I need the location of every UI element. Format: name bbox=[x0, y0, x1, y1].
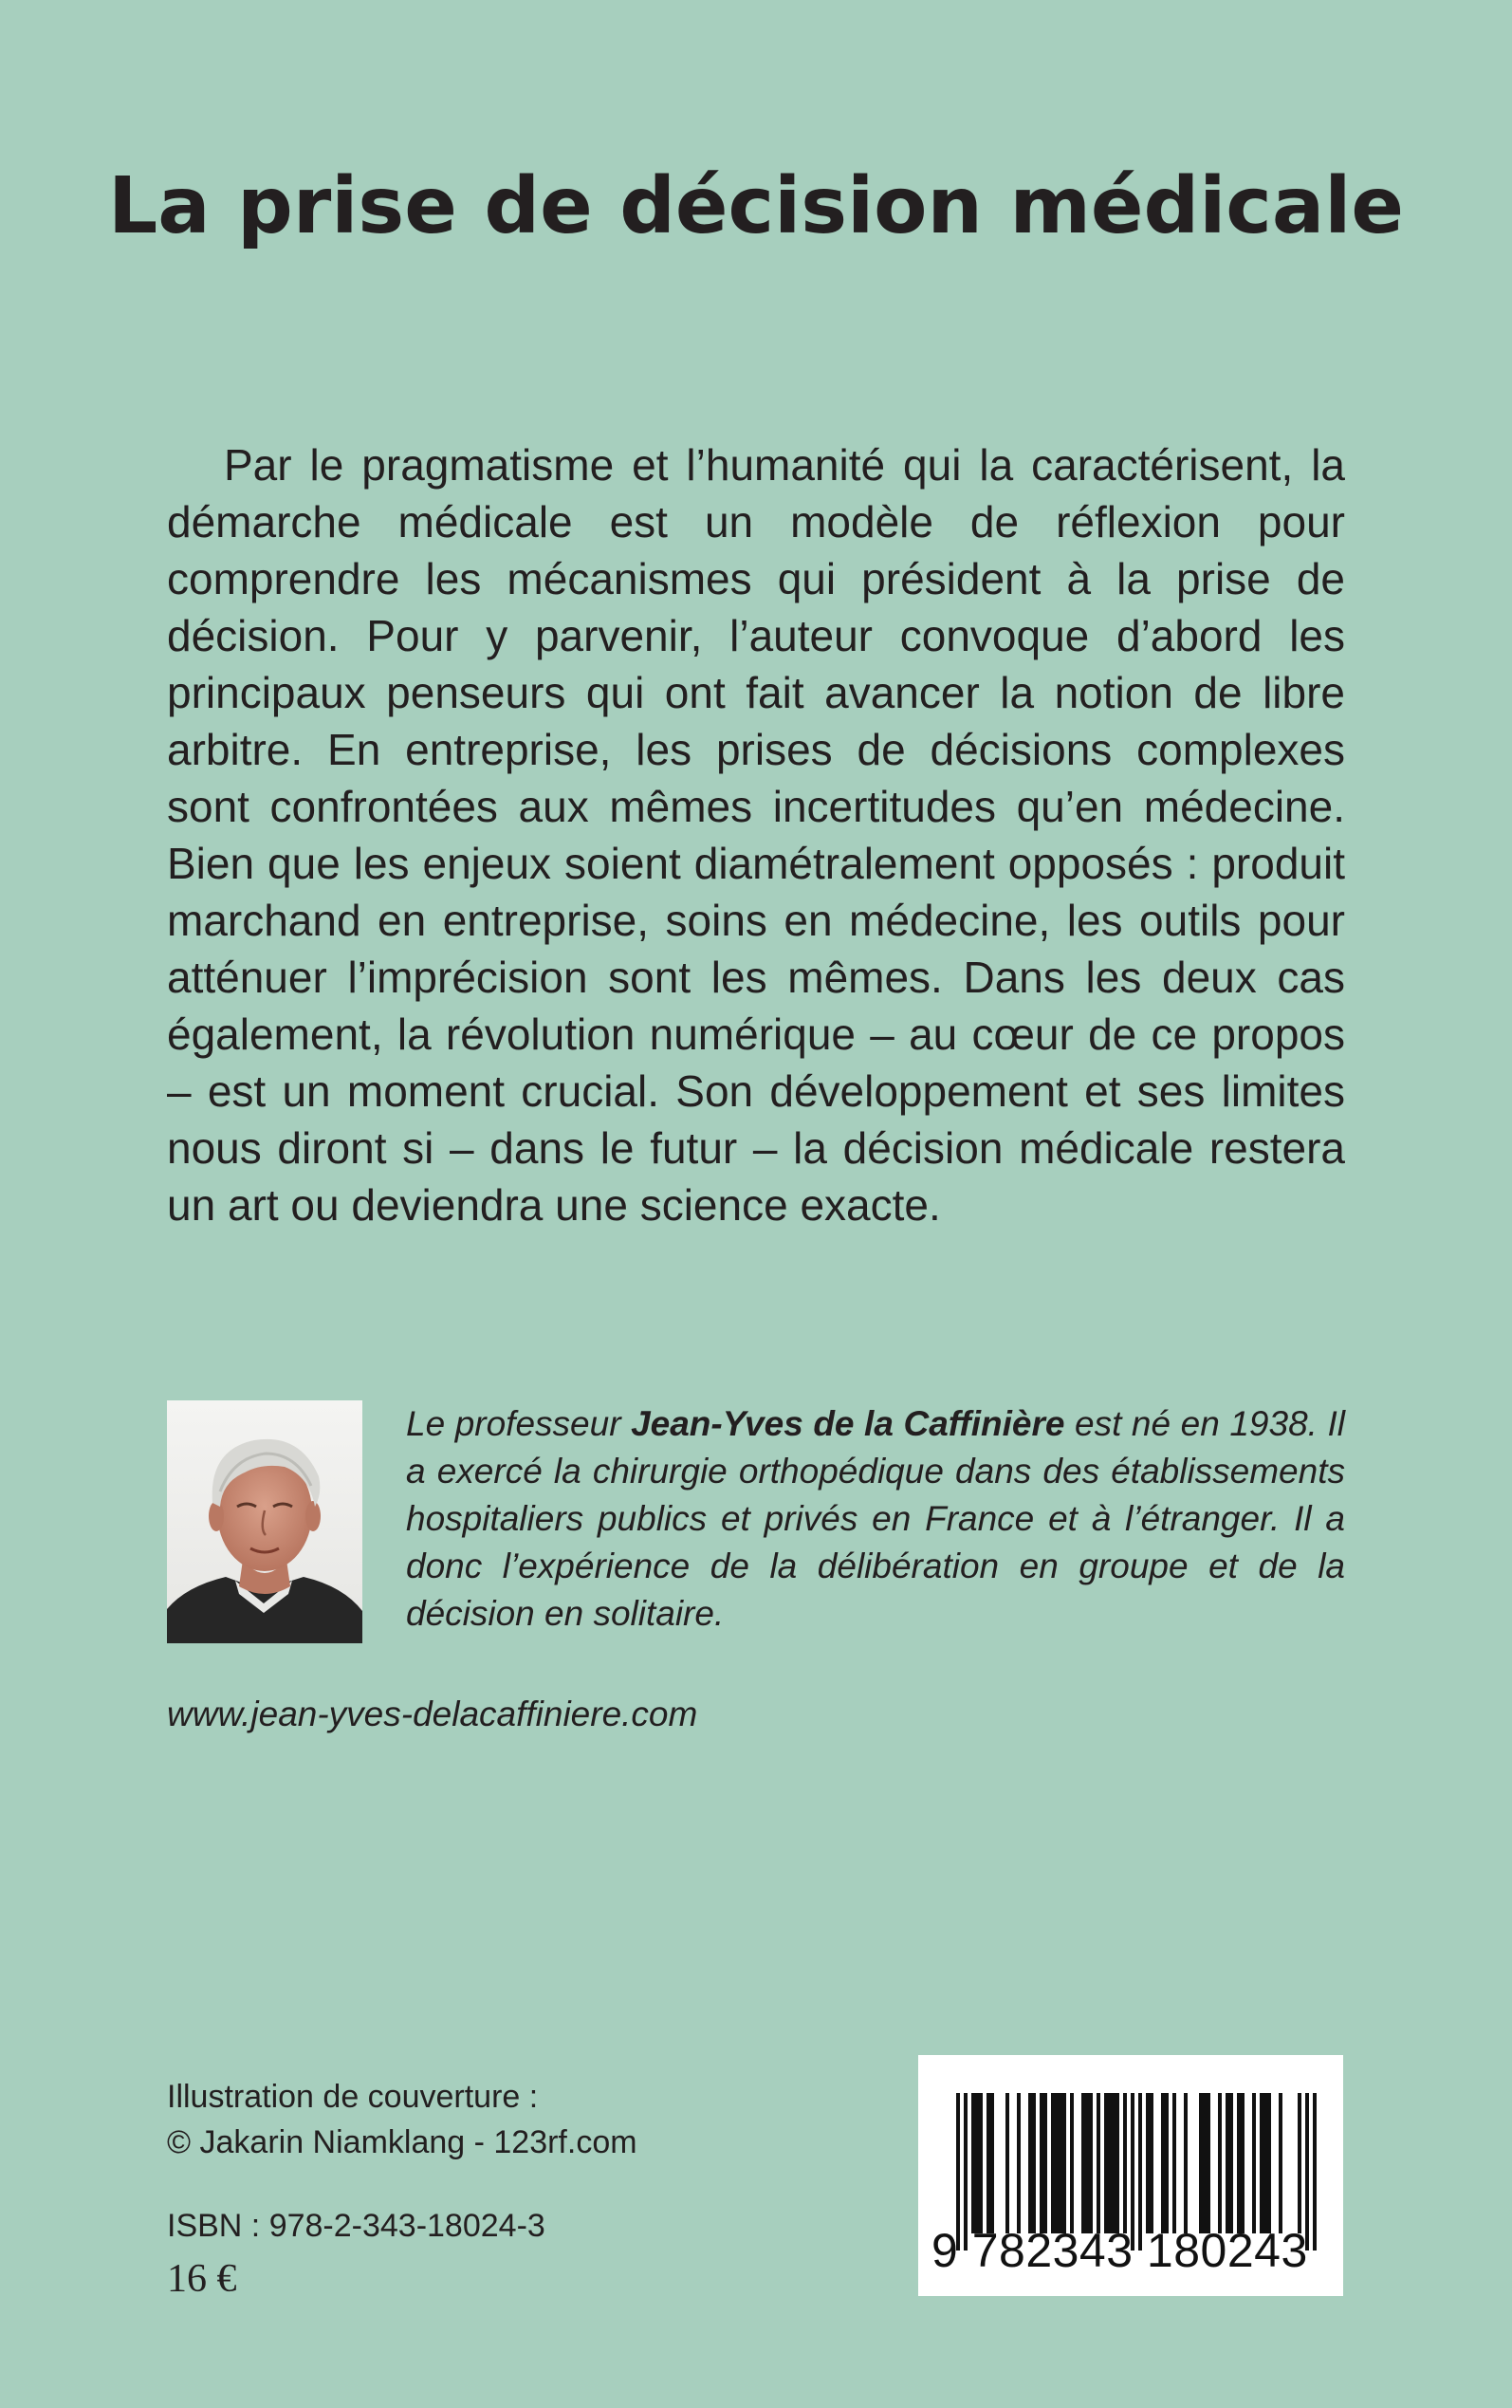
barcode-bar bbox=[1279, 2093, 1282, 2233]
barcode-digits: 9 782343 180243 bbox=[931, 2224, 1308, 2277]
barcode-bar bbox=[1150, 2093, 1153, 2233]
barcode-bar bbox=[979, 2093, 983, 2233]
barcode-bar bbox=[1260, 2093, 1263, 2233]
barcode-bar bbox=[1229, 2093, 1233, 2233]
barcode-bar bbox=[1267, 2093, 1271, 2233]
bio-text: est né en 1938. Il a exercé la chirurgie orthopédique dans des établissements hospitaliers publics et privés en France et à l’étranger. Il a donc l’expérience de la délibération en groupe et de la décision en solitaire. bbox=[406, 1404, 1345, 1633]
barcode bbox=[918, 2055, 1343, 2296]
isbn: ISBN : 978-2-343-18024-3 bbox=[167, 2208, 545, 2244]
barcode-bar bbox=[1043, 2093, 1047, 2233]
author-photo bbox=[167, 1400, 362, 1643]
barcode-bar bbox=[1055, 2093, 1059, 2233]
barcode-bar bbox=[971, 2093, 975, 2233]
barcode-bar bbox=[1085, 2093, 1089, 2233]
barcode-bar bbox=[1017, 2093, 1021, 2233]
barcode-bar bbox=[1146, 2093, 1150, 2233]
barcode-bar bbox=[1116, 2093, 1119, 2233]
barcode-bar bbox=[1112, 2093, 1116, 2233]
barcode-bar bbox=[1241, 2093, 1245, 2233]
barcode-bar bbox=[1032, 2093, 1036, 2233]
barcode-bar bbox=[1226, 2093, 1229, 2233]
credits-line-1: Illustration de couverture : bbox=[167, 2079, 539, 2115]
barcode-bar bbox=[1203, 2093, 1207, 2233]
barcode-bar bbox=[1040, 2093, 1043, 2233]
credits-line-2: © Jakarin Niamklang - 123rf.com bbox=[167, 2124, 637, 2160]
barcode-bar bbox=[1161, 2093, 1165, 2233]
author-website[interactable]: www.jean-yves-delacaffiniere.com bbox=[167, 1695, 698, 1733]
barcode-bar bbox=[1081, 2093, 1085, 2233]
barcode-bar bbox=[1218, 2093, 1222, 2233]
barcode-bar bbox=[1104, 2093, 1108, 2233]
barcode-bar bbox=[1263, 2093, 1267, 2233]
barcode-bar bbox=[1165, 2093, 1169, 2233]
bio-intro: Le professeur bbox=[406, 1404, 632, 1443]
barcode-bar bbox=[1207, 2093, 1210, 2233]
author-name: Jean-Yves de la Caffinière bbox=[631, 1404, 1065, 1443]
barcode-bar bbox=[1108, 2093, 1112, 2233]
barcode-bar bbox=[975, 2093, 979, 2233]
barcode-bar bbox=[990, 2093, 994, 2233]
barcode-bar bbox=[1199, 2093, 1203, 2233]
author-bio bbox=[406, 1400, 1345, 1638]
author-portrait-icon bbox=[167, 1400, 362, 1643]
barcode-bar bbox=[1089, 2093, 1093, 2233]
barcode-bar bbox=[1172, 2093, 1176, 2233]
barcode-bar bbox=[1237, 2093, 1241, 2233]
barcode-bar bbox=[1070, 2093, 1074, 2233]
cover-credits bbox=[167, 2074, 637, 2165]
price: 16 € bbox=[167, 2257, 237, 2301]
book-blurb: Par le pragmatisme et l’humanité qui la caractérisent, la démarche médicale est un modèle de réflexion pour comprendre les mécanismes qui président à la prise de décision. Pour y parvenir, l’auteur convoque d’abord les principaux penseurs qui ont fait avancer la notion de libre arbitre. En entreprise, les prises de décisions complexes sont confrontées aux mêmes incertitudes qu’en médecine. Bien que les enjeux soient diamétralement opposés : produit marchand en entreprise, soins en médecine, les outils pour atténuer l’imprécision sont les mêmes. Dans les deux cas également, la révolution numérique – au cœur de ce propos – est un moment crucial. Son développement et ses limites nous diront si – dans le futur – la décision médicale restera un art ou deviendra une science exacte. bbox=[167, 440, 1345, 1230]
book-title: La prise de décision médicale bbox=[108, 161, 1404, 251]
barcode-bar bbox=[1252, 2093, 1256, 2233]
barcode-bar bbox=[1059, 2093, 1062, 2233]
barcode-bar bbox=[1184, 2093, 1188, 2233]
barcode-bar bbox=[1051, 2093, 1055, 2233]
barcode-bar bbox=[1062, 2093, 1066, 2233]
barcode-bar bbox=[1123, 2093, 1127, 2233]
barcode-bar bbox=[1005, 2093, 1009, 2233]
barcode-bar bbox=[986, 2093, 990, 2233]
barcode-bar bbox=[1028, 2093, 1032, 2233]
barcode-bar bbox=[1097, 2093, 1100, 2233]
barcode-bar bbox=[1298, 2093, 1301, 2233]
